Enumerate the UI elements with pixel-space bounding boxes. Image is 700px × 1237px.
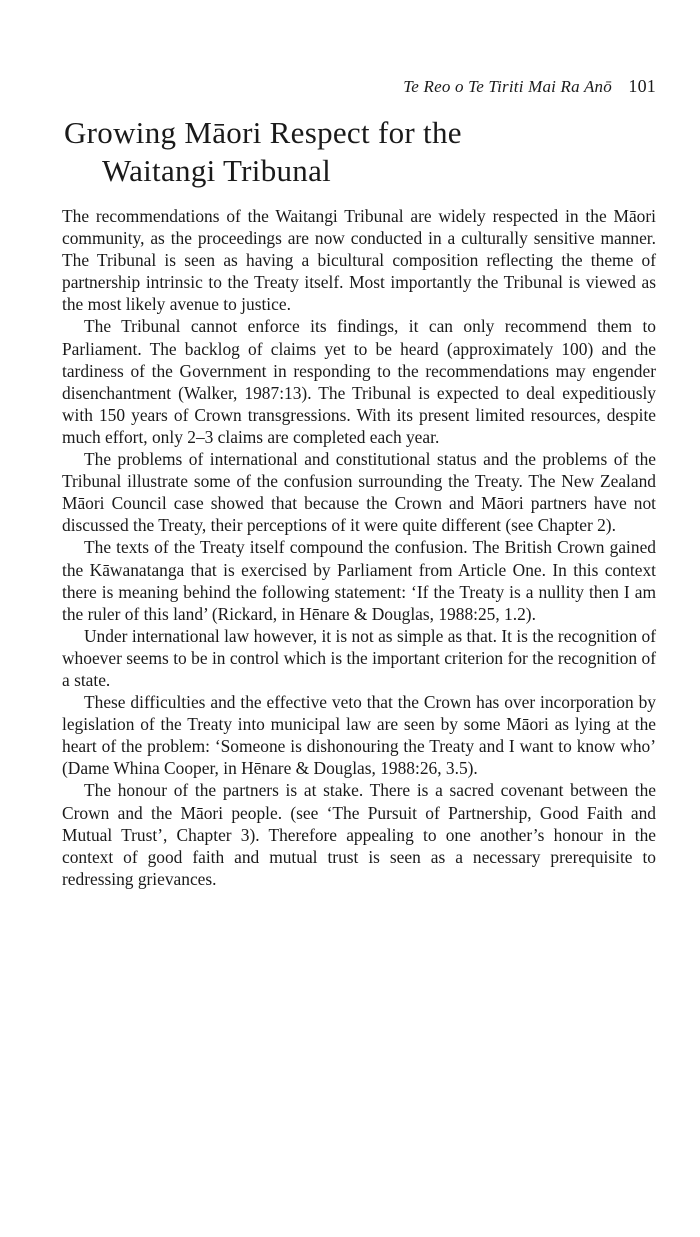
paragraph-3: The problems of international and constitutional status and the problems of the Tribunal illustrate some of the confusion surrounding the Treaty. The New Zealand Māori Council case showed that because the Crown and Māori partners have not discussed the Treaty, their perceptions of it were quite different (see Chapter 2).	[62, 449, 656, 536]
body-text	[62, 205, 656, 890]
section-heading-line-1: Growing Māori Respect for the	[64, 115, 462, 150]
running-head-title: Te Reo o Te Tiriti Mai Ra Anō	[403, 77, 612, 96]
paragraph-1: The recommendations of the Waitangi Tribunal are widely respected in the Māori community, as the proceedings are now conducted in a culturally sensitive manner. The Tribunal is seen as having a bicultural composition reflecting the theme of partnership intrinsic to the Treaty itself. Most importantly the Tribunal is viewed as the most likely avenue to justice.	[62, 206, 656, 315]
running-head	[403, 76, 656, 97]
paragraph-2: The Tribunal cannot enforce its findings, it can only recommend them to Parliament. The backlog of claims yet to be heard (approximately 100) and the tardiness of the Government in responding to the recommendations may engender disenchantment (Walker, 1987:13). The Tribunal is expected to deal expeditiously with 150 years of Crown transgressions. With its present limited resources, despite much effort, only 2–3 claims are completed each year.	[62, 316, 656, 447]
paragraph-7: The honour of the partners is at stake. There is a sacred covenant between the Crown and the Māori people. (see ‘The Pursuit of Partnership, Good Faith and Mutual Trust’, Chapter 3). Therefore appealing to one another’s honour in the context of good faith and mutual trust is seen as a necessary prerequisite to redressing grievances.	[62, 780, 656, 889]
paragraph-5: Under international law however, it is not as simple as that. It is the recognition of whoever seems to be in control which is the important criterion for the recognition of a state.	[62, 625, 656, 690]
section-heading-line-2: Waitangi Tribunal	[102, 153, 332, 188]
paragraph-6: These difficulties and the effective veto that the Crown has over incorporation by legislation of the Treaty into municipal law are seen by some Māori as lying at the heart of the problem: ‘Someone is dishonouring the Treaty and I want to know who’ (Dame Whina Cooper, in Hēnare & Douglas, 1988:26, 3.5).	[62, 692, 656, 779]
paragraph-4: The texts of the Treaty itself compound the confusion. The British Crown gained the Kāwanatanga that is exercised by Parliament from Article One. In this context there is meaning behind the following statement: ‘If the Treaty is a nullity then I am the ruler of this land’ (Rickard, in Hēnare & Douglas, 1988:25, 1.2).	[62, 537, 656, 624]
section-heading	[64, 114, 584, 190]
page-number: 101	[628, 76, 656, 96]
